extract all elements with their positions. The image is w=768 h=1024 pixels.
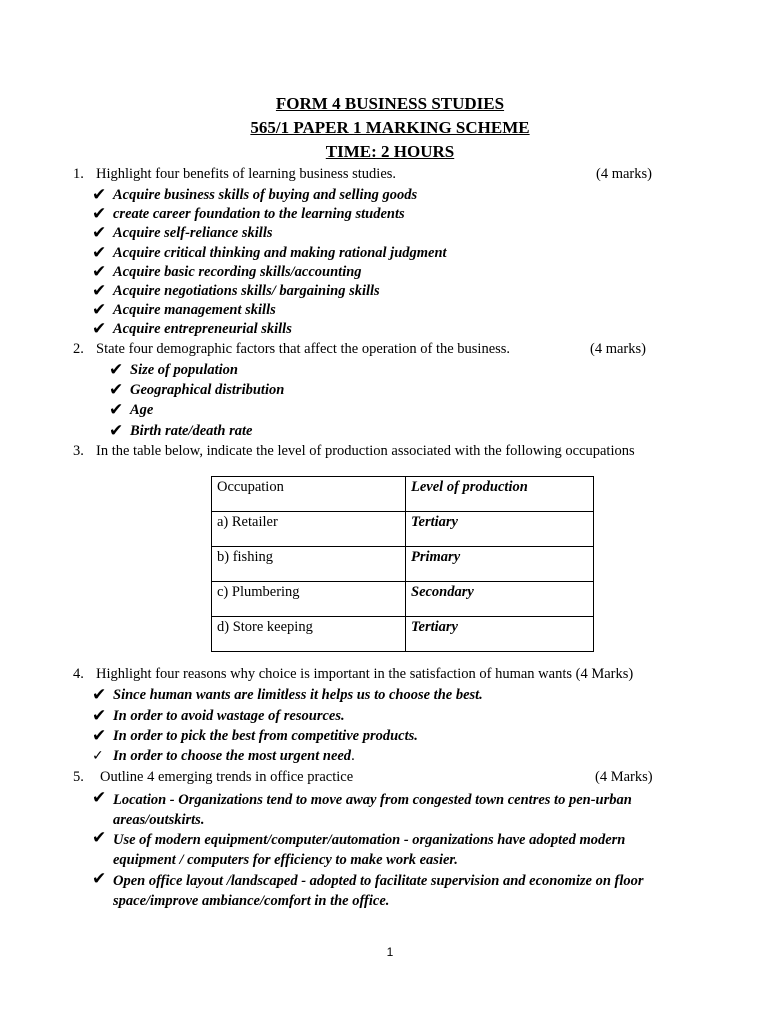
page-number: 1 — [386, 945, 394, 959]
table-cell: Tertiary — [406, 512, 594, 547]
check-icon: ✔ — [92, 281, 107, 301]
check-icon: ✔ — [92, 300, 107, 320]
question-text: Outline 4 emerging trends in office practice — [100, 769, 354, 785]
question-5-marks: (4 Marks) — [595, 769, 653, 785]
table-row — [212, 547, 594, 582]
table-header-row — [212, 477, 594, 512]
question-number: 4. — [73, 666, 84, 682]
table-cell: d) Store keeping — [212, 617, 406, 652]
check-icon: ✔ — [92, 685, 107, 705]
question-number: 3. — [73, 443, 84, 459]
check-icon: ✔ — [92, 706, 107, 726]
check-icon: ✔ — [92, 262, 107, 282]
table-cell: b) fishing — [212, 547, 406, 582]
check-icon: ✔ — [92, 828, 107, 848]
question-text: Highlight four reasons why choice is important in the satisfaction of human wants (4 Marks) — [96, 666, 634, 682]
table-row — [212, 582, 594, 617]
check-icon: ✔ — [92, 204, 107, 224]
table-cell: Primary — [406, 547, 594, 582]
question-text: Highlight four benefits of learning business studies. — [96, 166, 397, 182]
question-2-marks: (4 marks) — [590, 341, 646, 357]
check-icon: ✔ — [109, 380, 124, 400]
table-cell: a) Retailer — [212, 512, 406, 547]
table-row — [212, 617, 594, 652]
check-icon: ✔ — [92, 185, 107, 205]
question-1-marks: (4 marks) — [596, 166, 652, 182]
table-cell: Secondary — [406, 582, 594, 617]
table-cell: Tertiary — [406, 617, 594, 652]
check-icon: ✔ — [109, 400, 124, 420]
check-icon: ✔ — [92, 788, 107, 808]
occupation-table — [211, 476, 594, 652]
question-number: 2. — [73, 341, 84, 357]
question-number: 5. — [73, 769, 84, 785]
check-icon: ✔ — [109, 421, 124, 441]
check-icon: ✔ — [92, 319, 107, 339]
table-header-cell: Level of production — [406, 477, 594, 512]
check-icon: ✓ — [92, 748, 104, 764]
table-cell: c) Plumbering — [212, 582, 406, 617]
title-line-2: 565/1 PAPER 1 MARKING SCHEME — [250, 118, 530, 137]
question-text: State four demographic factors that affect the operation of the business. — [96, 341, 511, 357]
title-line-3: TIME: 2 HOURS — [325, 142, 455, 161]
table-row — [212, 512, 594, 547]
question-number: 1. — [73, 166, 84, 182]
table-header-cell: Occupation — [212, 477, 406, 512]
question-text: In the table below, indicate the level of production associated with the following occupations — [96, 443, 635, 459]
check-icon: ✔ — [109, 360, 124, 380]
document-page: FORM 4 BUSINESS STUDIES 565/1 PAPER 1 MARKING SCHEME TIME: 2 HOURS 1. Highlight four benefits of learning business studies. (4 marks) ✔ Acquire business skills of buying and selling goods ✔ create career foundation to the learning students ✔ Acquire self-reliance skills ✔ Acquire critical thinking and making rational judgment ✔ Acquire basic recording skills/accounting ✔ Acquire negotiations skills/ bargaining skills ✔ Acquire management skills ✔ Acquire entrepreneurial skills 2. State four demographic factors that affect the operation of the business. (4 marks) ✔ Size of population ✔ Geographical distribution ✔ Age ✔ Birth rate/death rate 3. In the table below, indicate the level of production associated with the following occupations Occupation Level of production a) Retailer Tertiary b) fishing Primary c) Plumbering Secondary d) Store keeping Tertiary 4. Highlight four reasons why choice is important in the satisfaction of human wants (4 Marks) ✔ Since human wants are limitless it helps us to choose the best. ✔ In order to avoid wastage of resources. ✔ In order to pick the best from competitive products. ✓ In order to choose the most urgent need. 5. Outline 4 emerging trends in office practice (4 Marks) ✔ Location - Organizations tend to move away from congested town centres to pen-urban areas/outskirts. ✔ Use of modern equipment/computer/automation - organizations have adopted modern equipment / computers for efficiency to make work easier. ✔ Open office layout /landscaped - adopted to facilitate supervision and economize on floor space/improve ambiance/comfort in the office. 1 — [0, 0, 768, 1024]
title-line-1: FORM 4 BUSINESS STUDIES — [275, 94, 505, 113]
check-icon: ✔ — [92, 869, 107, 889]
check-icon: ✔ — [92, 243, 107, 263]
check-icon: ✔ — [92, 223, 107, 243]
check-icon: ✔ — [92, 726, 107, 746]
